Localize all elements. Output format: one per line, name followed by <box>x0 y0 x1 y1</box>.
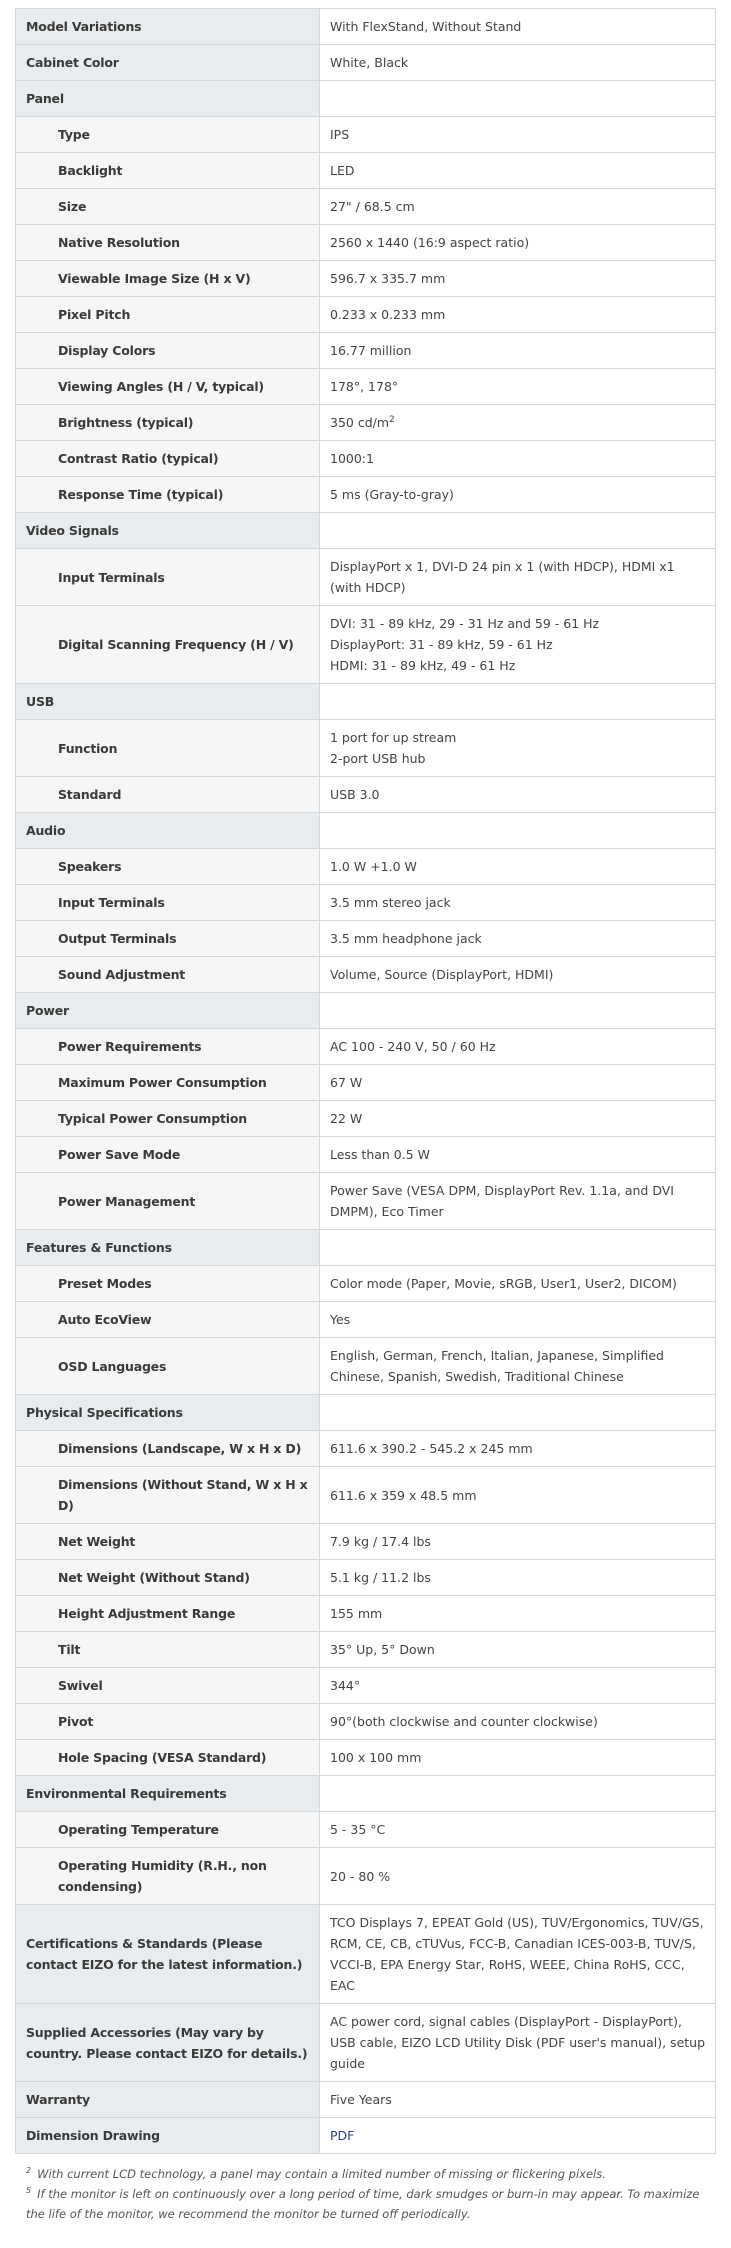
specifications-table-body <box>16 9 716 2154</box>
spec-value-line: USB 3.0 <box>330 787 380 802</box>
spec-value-line: 1.0 W +1.0 W <box>330 859 417 874</box>
spec-category-row <box>16 45 716 81</box>
spec-value <box>320 1029 716 1065</box>
spec-label: Response Time (typical) <box>16 477 320 513</box>
spec-value <box>320 369 716 405</box>
spec-value <box>320 1704 716 1740</box>
spec-row <box>16 720 716 777</box>
spec-row <box>16 1560 716 1596</box>
spec-label: Dimensions (Landscape, W x H x D) <box>16 1431 320 1467</box>
spec-value <box>320 1173 716 1230</box>
spec-value-line: HDMI: 31 - 89 kHz, 49 - 61 Hz <box>330 658 516 673</box>
spec-label: Pivot <box>16 1704 320 1740</box>
spec-value-line: IPS <box>330 127 350 142</box>
spec-value-line: 611.6 x 359 x 48.5 mm <box>330 1487 477 1503</box>
spec-value <box>320 1905 716 2004</box>
spec-value <box>320 1848 716 1905</box>
spec-label: Cabinet Color <box>16 45 320 81</box>
spec-value-line: Yes <box>330 1312 351 1327</box>
spec-label: USB <box>16 684 320 720</box>
spec-value-line: 3.5 mm headphone jack <box>330 931 482 946</box>
spec-label: Model Variations <box>16 9 320 45</box>
spec-label: Sound Adjustment <box>16 957 320 993</box>
spec-label: Type <box>16 117 320 153</box>
spec-label: Environmental Requirements <box>16 1776 320 1812</box>
spec-row <box>16 189 716 225</box>
spec-value-line: 1000:1 <box>330 451 374 466</box>
spec-value <box>320 684 716 720</box>
spec-label: Warranty <box>16 2082 320 2118</box>
spec-label: Net Weight (Without Stand) <box>16 1560 320 1596</box>
spec-row <box>16 1173 716 1230</box>
spec-value-line: 2560 x 1440 (16:9 aspect ratio) <box>330 235 530 250</box>
spec-label: Hole Spacing (VESA Standard) <box>16 1740 320 1776</box>
spec-value-line: 20 - 80 % <box>330 1868 391 1884</box>
spec-value-line: 27" / 68.5 cm <box>330 199 415 214</box>
spec-value-line: AC 100 - 240 V, 50 / 60 Hz <box>330 1039 496 1054</box>
spec-value <box>320 81 716 117</box>
spec-value <box>320 1395 716 1431</box>
spec-row <box>16 1431 716 1467</box>
spec-row <box>16 1467 716 1524</box>
spec-label: Audio <box>16 813 320 849</box>
superscript: 2 <box>389 414 395 425</box>
spec-value-line: 5.1 kg / 11.2 lbs <box>330 1570 431 1585</box>
spec-value <box>320 993 716 1029</box>
spec-row <box>16 1848 716 1905</box>
spec-label: Pixel Pitch <box>16 297 320 333</box>
spec-label: Certifications & Standards (Please contact EIZO for the latest information.) <box>16 1905 320 2004</box>
spec-label: Brightness (typical) <box>16 405 320 441</box>
spec-value-line: 22 W <box>330 1111 363 1126</box>
spec-value <box>320 777 716 813</box>
spec-value <box>320 1230 716 1266</box>
spec-value-line: DVI: 31 - 89 kHz, 29 - 31 Hz and 59 - 61 Hz <box>330 616 600 631</box>
spec-value <box>320 1740 716 1776</box>
spec-label: Speakers <box>16 849 320 885</box>
spec-value <box>320 189 716 225</box>
spec-value <box>320 1065 716 1101</box>
spec-label: Physical Specifications <box>16 1395 320 1431</box>
spec-value-line: DisplayPort: 31 - 89 kHz, 59 - 61 Hz <box>330 637 553 652</box>
spec-row <box>16 1266 716 1302</box>
spec-value <box>320 921 716 957</box>
spec-row <box>16 849 716 885</box>
spec-value-line: 67 W <box>330 1075 363 1090</box>
spec-value-line: With FlexStand, Without Stand <box>330 19 522 34</box>
spec-value <box>320 549 716 606</box>
spec-value <box>320 45 716 81</box>
spec-value-line: 100 x 100 mm <box>330 1750 422 1765</box>
spec-category-row <box>16 9 716 45</box>
spec-label: Standard <box>16 777 320 813</box>
spec-label: Preset Modes <box>16 1266 320 1302</box>
spec-value-line: 5 ms (Gray-to-gray) <box>330 487 454 502</box>
spec-label: Net Weight <box>16 1524 320 1560</box>
spec-value <box>320 297 716 333</box>
spec-label: Display Colors <box>16 333 320 369</box>
spec-label: Contrast Ratio (typical) <box>16 441 320 477</box>
spec-value <box>320 2004 716 2082</box>
spec-value-line: Volume, Source (DisplayPort, HDMI) <box>330 967 554 982</box>
spec-value <box>320 885 716 921</box>
spec-row <box>16 369 716 405</box>
spec-value-line: 0.233 x 0.233 mm <box>330 307 446 322</box>
spec-category-row <box>16 1230 716 1266</box>
footnote-text: If the monitor is left on continuously over a long period of time, dark smudges or burn-in may appear. To maximize the life of the monitor, we recommend the monitor be turned off periodically. <box>26 2187 700 2221</box>
spec-value <box>320 261 716 297</box>
spec-label: Input Terminals <box>16 885 320 921</box>
spec-value-line: Five Years <box>330 2092 392 2107</box>
spec-label: Maximum Power Consumption <box>16 1065 320 1101</box>
spec-value-line: LED <box>330 163 355 178</box>
spec-label: Height Adjustment Range <box>16 1596 320 1632</box>
spec-label: Panel <box>16 81 320 117</box>
spec-label: Power <box>16 993 320 1029</box>
spec-label: Operating Humidity (R.H., non condensing) <box>16 1848 320 1905</box>
spec-value <box>320 441 716 477</box>
spec-row <box>16 1740 716 1776</box>
spec-row <box>16 957 716 993</box>
spec-value <box>320 2118 716 2154</box>
spec-value <box>320 9 716 45</box>
spec-value-line <box>330 412 705 433</box>
spec-label: Power Save Mode <box>16 1137 320 1173</box>
spec-value-line: TCO Displays 7, EPEAT Gold (US), TUV/Ergonomics, TUV/GS, RCM, CE, CB, cTUVus, FCC-B, Canadian ICES-003-B, TUV/S, VCCI-B, EPA Energy Star, RoHS, WEEE, China RoHS, CCC, EAC <box>330 1915 704 1993</box>
spec-category-row <box>16 2082 716 2118</box>
spec-row <box>16 261 716 297</box>
spec-label: Video Signals <box>16 513 320 549</box>
spec-value-line: Power Save (VESA DPM, DisplayPort Rev. 1.1a, and DVI DMPM), Eco Timer <box>330 1183 674 1219</box>
spec-row <box>16 441 716 477</box>
spec-row <box>16 549 716 606</box>
spec-category-row <box>16 2118 716 2154</box>
spec-value-line: 344° <box>330 1678 361 1693</box>
spec-row <box>16 777 716 813</box>
footnote-text: With current LCD technology, a panel may contain a limited number of missing or flickering pixels. <box>37 2167 606 2181</box>
footnote <box>26 2184 715 2224</box>
spec-value-line: 7.9 kg / 17.4 lbs <box>330 1534 431 1549</box>
spec-row <box>16 606 716 684</box>
specifications-table <box>15 8 716 2154</box>
dimension-drawing-pdf-link[interactable]: PDF <box>330 2128 355 2143</box>
spec-value <box>320 153 716 189</box>
spec-value <box>320 1266 716 1302</box>
spec-row <box>16 1137 716 1173</box>
spec-category-row <box>16 993 716 1029</box>
spec-label: Typical Power Consumption <box>16 1101 320 1137</box>
spec-value <box>320 1137 716 1173</box>
spec-value-line: 611.6 x 390.2 - 545.2 x 245 mm <box>330 1441 533 1456</box>
spec-label: Tilt <box>16 1632 320 1668</box>
spec-row <box>16 1596 716 1632</box>
spec-value-line: 596.7 x 335.7 mm <box>330 271 446 286</box>
spec-value-line: 16.77 million <box>330 343 412 358</box>
spec-value <box>320 477 716 513</box>
spec-label: Function <box>16 720 320 777</box>
spec-value-line: Less than 0.5 W <box>330 1147 431 1162</box>
spec-category-row <box>16 81 716 117</box>
spec-row <box>16 477 716 513</box>
spec-value-line: 1 port for up stream <box>330 730 457 745</box>
spec-category-row <box>16 1905 716 2004</box>
spec-row <box>16 885 716 921</box>
spec-value <box>320 849 716 885</box>
spec-value-line: 35° Up, 5° Down <box>330 1642 435 1657</box>
spec-value-line: 3.5 mm stereo jack <box>330 895 451 910</box>
spec-label: Operating Temperature <box>16 1812 320 1848</box>
spec-value-line: White, Black <box>330 55 409 70</box>
spec-row <box>16 1338 716 1395</box>
spec-label: Supplied Accessories (May vary by country. Please contact EIZO for details.) <box>16 2004 320 2082</box>
spec-value <box>320 2082 716 2118</box>
spec-value <box>320 1560 716 1596</box>
spec-row <box>16 1302 716 1338</box>
spec-value <box>320 813 716 849</box>
spec-value <box>320 405 716 441</box>
spec-value-line: 5 - 35 °C <box>330 1822 386 1837</box>
spec-value-line: 2-port USB hub <box>330 751 426 766</box>
spec-value <box>320 1101 716 1137</box>
spec-label: Dimensions (Without Stand, W x H x D) <box>16 1467 320 1524</box>
spec-value-text: 350 cd/m <box>330 415 390 430</box>
spec-value-line: DisplayPort x 1, DVI-D 24 pin x 1 (with HDCP), HDMI x1 (with HDCP) <box>330 559 675 595</box>
spec-row <box>16 153 716 189</box>
footnote-marker: 2 <box>26 2166 32 2176</box>
spec-label: Input Terminals <box>16 549 320 606</box>
spec-row <box>16 333 716 369</box>
spec-value <box>320 1812 716 1848</box>
footnote-marker: 5 <box>26 2186 32 2196</box>
spec-value <box>320 1596 716 1632</box>
spec-label: Size <box>16 189 320 225</box>
spec-category-row <box>16 2004 716 2082</box>
spec-label: Features & Functions <box>16 1230 320 1266</box>
spec-value <box>320 1632 716 1668</box>
spec-row <box>16 117 716 153</box>
spec-label: Viewing Angles (H / V, typical) <box>16 369 320 405</box>
spec-category-row <box>16 684 716 720</box>
spec-row <box>16 1668 716 1704</box>
spec-value <box>320 1431 716 1467</box>
spec-label: Auto EcoView <box>16 1302 320 1338</box>
spec-value <box>320 1524 716 1560</box>
spec-row <box>16 1632 716 1668</box>
footnote <box>26 2164 715 2184</box>
spec-row <box>16 921 716 957</box>
spec-value <box>320 513 716 549</box>
spec-label: Backlight <box>16 153 320 189</box>
spec-row <box>16 1065 716 1101</box>
spec-value-line: 178°, 178° <box>330 379 399 394</box>
spec-value <box>320 333 716 369</box>
spec-value-line: 155 mm <box>330 1606 383 1621</box>
spec-category-row <box>16 813 716 849</box>
spec-label: Viewable Image Size (H x V) <box>16 261 320 297</box>
spec-category-row <box>16 513 716 549</box>
spec-category-row <box>16 1395 716 1431</box>
spec-row <box>16 225 716 261</box>
spec-category-row <box>16 1776 716 1812</box>
spec-value <box>320 720 716 777</box>
spec-label: Digital Scanning Frequency (H / V) <box>16 606 320 684</box>
spec-value-line: AC power cord, signal cables (DisplayPort - DisplayPort), USB cable, EIZO LCD Utility Disk (PDF user's manual), setup guide <box>330 2014 706 2071</box>
spec-label: Output Terminals <box>16 921 320 957</box>
spec-label: Native Resolution <box>16 225 320 261</box>
spec-value <box>320 957 716 993</box>
spec-value-line: English, German, French, Italian, Japanese, Simplified Chinese, Spanish, Swedish, Traditional Chinese <box>330 1348 664 1384</box>
spec-row <box>16 1812 716 1848</box>
spec-value <box>320 225 716 261</box>
spec-value <box>320 1668 716 1704</box>
spec-row <box>16 297 716 333</box>
spec-label: Dimension Drawing <box>16 2118 320 2154</box>
footnotes <box>0 2154 731 2224</box>
spec-label: Power Requirements <box>16 1029 320 1065</box>
spec-value-line: Color mode (Paper, Movie, sRGB, User1, User2, DICOM) <box>330 1276 677 1291</box>
spec-row <box>16 1704 716 1740</box>
spec-value <box>320 117 716 153</box>
spec-label: Swivel <box>16 1668 320 1704</box>
spec-value <box>320 1467 716 1524</box>
spec-row <box>16 405 716 441</box>
spec-row <box>16 1101 716 1137</box>
spec-row <box>16 1524 716 1560</box>
spec-value <box>320 1302 716 1338</box>
spec-value <box>320 606 716 684</box>
spec-label: Power Management <box>16 1173 320 1230</box>
spec-value <box>320 1776 716 1812</box>
spec-value-line: 90°(both clockwise and counter clockwise) <box>330 1714 598 1729</box>
spec-label: OSD Languages <box>16 1338 320 1395</box>
spec-row <box>16 1029 716 1065</box>
spec-value <box>320 1338 716 1395</box>
